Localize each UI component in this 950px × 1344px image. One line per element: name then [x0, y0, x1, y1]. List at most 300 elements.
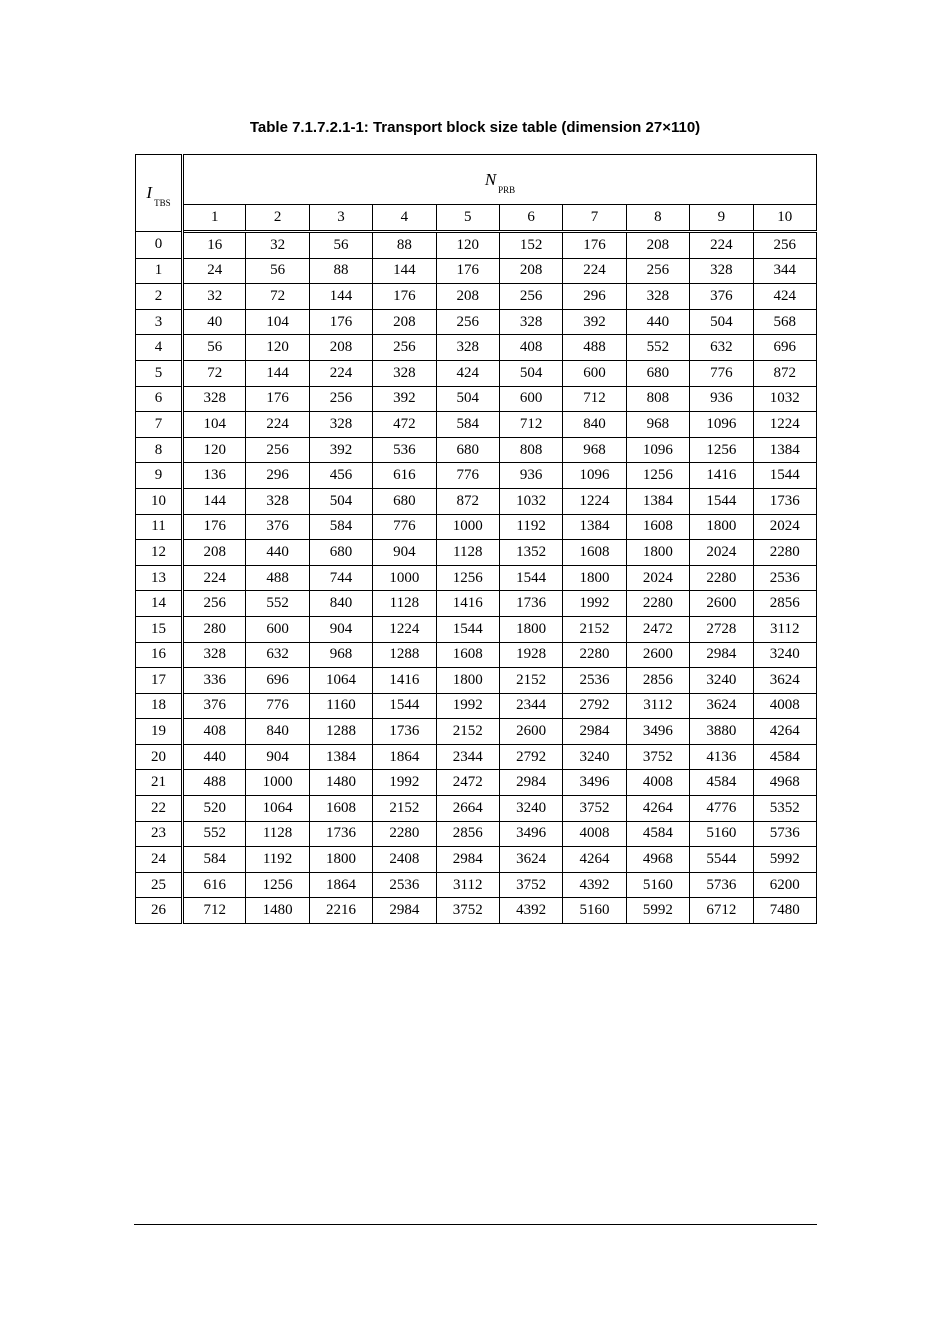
tbs-value-cell: 1736	[499, 591, 562, 617]
tbs-value-cell: 4776	[690, 796, 753, 822]
tbs-value-cell: 1736	[373, 719, 436, 745]
tbs-value-cell: 88	[373, 232, 436, 259]
tbs-value-cell: 40	[183, 309, 246, 335]
itbs-index-cell: 13	[136, 565, 183, 591]
tbs-value-cell: 3752	[499, 872, 562, 898]
itbs-index-cell: 16	[136, 642, 183, 668]
tbs-value-cell: 680	[436, 437, 499, 463]
tbs-value-cell: 584	[436, 412, 499, 438]
tbs-value-cell: 2280	[373, 821, 436, 847]
tbs-value-cell: 1416	[373, 668, 436, 694]
tbs-value-cell: 5160	[626, 872, 689, 898]
itbs-index-cell: 26	[136, 898, 183, 924]
tbs-value-cell: 552	[246, 591, 309, 617]
tbs-value-cell: 1224	[563, 488, 626, 514]
tbs-value-cell: 4008	[563, 821, 626, 847]
tbs-value-cell: 5992	[626, 898, 689, 924]
tbs-value-cell: 520	[183, 796, 246, 822]
column-header: 4	[373, 205, 436, 232]
nprb-symbol: N	[484, 169, 497, 189]
tbs-value-cell: 1480	[246, 898, 309, 924]
tbs-value-cell: 208	[499, 258, 562, 284]
tbs-value-cell: 680	[626, 360, 689, 386]
table-row	[136, 232, 817, 259]
tbs-value-cell: 1608	[626, 514, 689, 540]
tbs-value-cell: 176	[436, 258, 499, 284]
column-header: 9	[690, 205, 753, 232]
table-body	[136, 232, 817, 924]
tbs-value-cell: 152	[499, 232, 562, 259]
tbs-value-cell: 808	[626, 386, 689, 412]
column-header: 8	[626, 205, 689, 232]
tbs-value-cell: 1992	[436, 693, 499, 719]
table-row	[136, 719, 817, 745]
tbs-value-cell: 176	[183, 514, 246, 540]
tbs-value-cell: 488	[246, 565, 309, 591]
tbs-value-cell: 2280	[753, 540, 816, 566]
tbs-value-cell: 712	[499, 412, 562, 438]
tbs-value-cell: 4008	[626, 770, 689, 796]
tbs-value-cell: 256	[246, 437, 309, 463]
tbs-value-cell: 2792	[499, 744, 562, 770]
tbs-value-cell: 2152	[436, 719, 499, 745]
tbs-value-cell: 2600	[626, 642, 689, 668]
tbs-value-cell: 2024	[626, 565, 689, 591]
tbs-value-cell: 208	[309, 335, 372, 361]
tbs-value-cell: 2856	[753, 591, 816, 617]
table-row	[136, 437, 817, 463]
tbs-value-cell: 2984	[373, 898, 436, 924]
tbs-value-cell: 2984	[436, 847, 499, 873]
tbs-value-cell: 2472	[626, 616, 689, 642]
tbs-value-cell: 5736	[753, 821, 816, 847]
tbs-value-cell: 88	[309, 258, 372, 284]
tbs-value-cell: 208	[373, 309, 436, 335]
tbs-value-cell: 376	[246, 514, 309, 540]
tbs-value-cell: 1128	[246, 821, 309, 847]
table-row	[136, 744, 817, 770]
tbs-value-cell: 1608	[563, 540, 626, 566]
tbs-value-cell: 56	[309, 232, 372, 259]
column-header: 6	[499, 205, 562, 232]
itbs-index-cell: 2	[136, 284, 183, 310]
tbs-value-cell: 1224	[373, 616, 436, 642]
tbs-value-cell: 1256	[246, 872, 309, 898]
tbs-value-cell: 176	[246, 386, 309, 412]
tbs-value-cell: 1384	[309, 744, 372, 770]
tbs-value-cell: 1544	[499, 565, 562, 591]
table-caption: Table 7.1.7.2.1-1: Transport block size table (dimension 27×110)	[249, 119, 701, 136]
tbs-value-cell: 696	[246, 668, 309, 694]
tbs-value-cell: 4392	[499, 898, 562, 924]
itbs-index-cell: 9	[136, 463, 183, 489]
tbs-value-cell: 616	[373, 463, 436, 489]
tbs-value-cell: 328	[690, 258, 753, 284]
table-row	[136, 335, 817, 361]
tbs-value-cell: 256	[626, 258, 689, 284]
tbs-value-cell: 2280	[626, 591, 689, 617]
tbs-value-cell: 176	[373, 284, 436, 310]
tbs-value-cell: 1800	[626, 540, 689, 566]
tbs-value-cell: 2024	[690, 540, 753, 566]
tbs-value-cell: 256	[499, 284, 562, 310]
itbs-index-cell: 17	[136, 668, 183, 694]
tbs-value-cell: 408	[499, 335, 562, 361]
itbs-index-cell: 20	[136, 744, 183, 770]
itbs-header	[136, 155, 183, 232]
table-row	[136, 616, 817, 642]
tbs-value-cell: 1864	[309, 872, 372, 898]
tbs-value-cell: 1032	[499, 488, 562, 514]
tbs-value-cell: 968	[309, 642, 372, 668]
tbs-value-cell: 488	[563, 335, 626, 361]
table-row	[136, 309, 817, 335]
tbs-value-cell: 1736	[753, 488, 816, 514]
column-header: 7	[563, 205, 626, 232]
tbs-value-cell: 504	[499, 360, 562, 386]
table-row	[136, 514, 817, 540]
tbs-value-cell: 3240	[690, 668, 753, 694]
column-header: 10	[753, 205, 816, 232]
tbs-value-cell: 5160	[690, 821, 753, 847]
tbs-value-cell: 1480	[309, 770, 372, 796]
table-row	[136, 463, 817, 489]
tbs-value-cell: 5736	[690, 872, 753, 898]
tbs-value-cell: 3496	[626, 719, 689, 745]
tbs-value-cell: 144	[309, 284, 372, 310]
tbs-value-cell: 3240	[753, 642, 816, 668]
tbs-value-cell: 1096	[626, 437, 689, 463]
tbs-value-cell: 328	[246, 488, 309, 514]
tbs-value-cell: 4264	[753, 719, 816, 745]
tbs-value-cell: 1544	[690, 488, 753, 514]
tbs-value-cell: 208	[183, 540, 246, 566]
tbs-value-cell: 4584	[753, 744, 816, 770]
tbs-value-cell: 2984	[690, 642, 753, 668]
tbs-value-cell: 904	[373, 540, 436, 566]
tbs-value-cell: 344	[753, 258, 816, 284]
tbs-value-cell: 1800	[499, 616, 562, 642]
tbs-value-cell: 1128	[436, 540, 499, 566]
tbs-value-cell: 6200	[753, 872, 816, 898]
tbs-value-cell: 2280	[690, 565, 753, 591]
tbs-value-cell: 2344	[436, 744, 499, 770]
tbs-value-cell: 256	[753, 232, 816, 259]
table-row	[136, 488, 817, 514]
tbs-value-cell: 328	[499, 309, 562, 335]
tbs-value-cell: 872	[753, 360, 816, 386]
tbs-value-cell: 376	[690, 284, 753, 310]
tbs-value-cell: 776	[373, 514, 436, 540]
tbs-value-cell: 2024	[753, 514, 816, 540]
table-row	[136, 872, 817, 898]
tbs-value-cell: 2152	[499, 668, 562, 694]
tbs-value-cell: 1256	[690, 437, 753, 463]
tbs-value-cell: 2216	[309, 898, 372, 924]
tbs-value-cell: 1000	[373, 565, 436, 591]
tbs-value-cell: 176	[563, 232, 626, 259]
tbs-value-cell: 4584	[690, 770, 753, 796]
tbs-value-cell: 1032	[753, 386, 816, 412]
tbs-value-cell: 256	[436, 309, 499, 335]
tbs-value-cell: 3752	[436, 898, 499, 924]
tbs-value-cell: 776	[246, 693, 309, 719]
tbs-value-cell: 4584	[626, 821, 689, 847]
tbs-value-cell: 3880	[690, 719, 753, 745]
tbs-value-cell: 872	[436, 488, 499, 514]
itbs-index-cell: 18	[136, 693, 183, 719]
table-row	[136, 565, 817, 591]
tbs-value-cell: 32	[183, 284, 246, 310]
tbs-value-cell: 224	[183, 565, 246, 591]
tbs-value-cell: 696	[753, 335, 816, 361]
tbs-value-cell: 408	[183, 719, 246, 745]
tbs-value-cell: 4968	[753, 770, 816, 796]
tbs-value-cell: 2856	[626, 668, 689, 694]
tbs-value-cell: 840	[563, 412, 626, 438]
table-row	[136, 591, 817, 617]
tbs-value-cell: 296	[246, 463, 309, 489]
tbs-value-cell: 936	[499, 463, 562, 489]
tbs-value-cell: 440	[183, 744, 246, 770]
table-row	[136, 386, 817, 412]
tbs-value-cell: 936	[690, 386, 753, 412]
tbs-value-cell: 712	[183, 898, 246, 924]
tbs-value-cell: 2536	[373, 872, 436, 898]
tbs-value-cell: 1608	[436, 642, 499, 668]
tbs-value-cell: 7480	[753, 898, 816, 924]
tbs-value-cell: 6712	[690, 898, 753, 924]
tbs-value-cell: 2280	[563, 642, 626, 668]
tbs-value-cell: 1800	[436, 668, 499, 694]
tbs-value-cell: 1544	[373, 693, 436, 719]
tbs-value-cell: 224	[563, 258, 626, 284]
tbs-value-cell: 424	[753, 284, 816, 310]
table-row	[136, 770, 817, 796]
tbs-value-cell: 328	[309, 412, 372, 438]
tbs-value-cell: 600	[499, 386, 562, 412]
tbs-value-cell: 1800	[309, 847, 372, 873]
tbs-value-cell: 3240	[563, 744, 626, 770]
tbs-value-cell: 32	[246, 232, 309, 259]
tbs-value-cell: 120	[436, 232, 499, 259]
itbs-index-cell: 8	[136, 437, 183, 463]
tbs-value-cell: 600	[563, 360, 626, 386]
tbs-value-cell: 3752	[626, 744, 689, 770]
tbs-value-cell: 1800	[563, 565, 626, 591]
tbs-value-cell: 584	[183, 847, 246, 873]
tbs-value-cell: 1416	[436, 591, 499, 617]
itbs-index-cell: 14	[136, 591, 183, 617]
tbs-value-cell: 776	[690, 360, 753, 386]
table-row	[136, 847, 817, 873]
tbs-value-cell: 424	[436, 360, 499, 386]
tbs-value-cell: 328	[436, 335, 499, 361]
table-row	[136, 898, 817, 924]
itbs-index-cell: 19	[136, 719, 183, 745]
column-header: 5	[436, 205, 499, 232]
tbs-value-cell: 456	[309, 463, 372, 489]
tbs-value-cell: 4968	[626, 847, 689, 873]
itbs-index-cell: 7	[136, 412, 183, 438]
itbs-index-cell: 11	[136, 514, 183, 540]
tbs-value-cell: 144	[246, 360, 309, 386]
tbs-value-cell: 1544	[436, 616, 499, 642]
tbs-value-cell: 296	[563, 284, 626, 310]
tbs-value-cell: 968	[626, 412, 689, 438]
tbs-value-cell: 4008	[753, 693, 816, 719]
tbs-value-cell: 776	[436, 463, 499, 489]
tbs-value-cell: 840	[309, 591, 372, 617]
itbs-index-cell: 21	[136, 770, 183, 796]
footer-divider	[134, 1224, 817, 1225]
tbs-value-cell: 2984	[499, 770, 562, 796]
tbs-value-cell: 72	[183, 360, 246, 386]
tbs-value-cell: 3496	[563, 770, 626, 796]
tbs-value-cell: 16	[183, 232, 246, 259]
nprb-header	[183, 155, 817, 205]
tbs-value-cell: 1224	[753, 412, 816, 438]
tbs-value-cell: 904	[309, 616, 372, 642]
itbs-index-cell: 25	[136, 872, 183, 898]
tbs-value-cell: 3496	[499, 821, 562, 847]
tbs-value-cell: 3624	[753, 668, 816, 694]
tbs-value-cell: 392	[563, 309, 626, 335]
tbs-value-cell: 392	[309, 437, 372, 463]
tbs-value-cell: 208	[436, 284, 499, 310]
itbs-index-cell: 1	[136, 258, 183, 284]
itbs-index-cell: 0	[136, 232, 183, 259]
tbs-value-cell: 1384	[626, 488, 689, 514]
tbs-value-cell: 120	[183, 437, 246, 463]
itbs-index-cell: 5	[136, 360, 183, 386]
tbs-value-cell: 256	[309, 386, 372, 412]
tbs-value-cell: 2600	[499, 719, 562, 745]
tbs-value-cell: 2152	[563, 616, 626, 642]
table-row	[136, 796, 817, 822]
tbs-value-cell: 336	[183, 668, 246, 694]
tbs-value-cell: 504	[690, 309, 753, 335]
itbs-index-cell: 15	[136, 616, 183, 642]
tbs-value-cell: 1992	[373, 770, 436, 796]
tbs-value-cell: 552	[183, 821, 246, 847]
tbs-value-cell: 56	[183, 335, 246, 361]
itbs-index-cell: 6	[136, 386, 183, 412]
tbs-value-cell: 840	[246, 719, 309, 745]
tbs-value-cell: 136	[183, 463, 246, 489]
tbs-value-cell: 616	[183, 872, 246, 898]
tbs-value-cell: 1800	[690, 514, 753, 540]
tbs-value-cell: 2536	[753, 565, 816, 591]
tbs-value-cell: 1000	[246, 770, 309, 796]
tbs-value-cell: 328	[183, 386, 246, 412]
tbs-value-cell: 2792	[563, 693, 626, 719]
table-row	[136, 668, 817, 694]
tbs-value-cell: 224	[246, 412, 309, 438]
tbs-value-cell: 2536	[563, 668, 626, 694]
tbs-value-cell: 24	[183, 258, 246, 284]
tbs-value-cell: 4264	[626, 796, 689, 822]
itbs-index-cell: 23	[136, 821, 183, 847]
tbs-value-cell: 376	[183, 693, 246, 719]
tbs-value-cell: 1384	[563, 514, 626, 540]
table-row	[136, 642, 817, 668]
table-row	[136, 258, 817, 284]
tbs-value-cell: 280	[183, 616, 246, 642]
tbs-value-cell: 904	[246, 744, 309, 770]
tbs-value-cell: 56	[246, 258, 309, 284]
tbs-value-cell: 472	[373, 412, 436, 438]
column-header: 2	[246, 205, 309, 232]
tbs-value-cell: 1192	[246, 847, 309, 873]
tbs-value-cell: 1544	[753, 463, 816, 489]
tbs-value-cell: 3752	[563, 796, 626, 822]
tbs-value-cell: 5160	[563, 898, 626, 924]
tbs-value-cell: 488	[183, 770, 246, 796]
itbs-index-cell: 3	[136, 309, 183, 335]
tbs-value-cell: 568	[753, 309, 816, 335]
tbs-value-cell: 1416	[690, 463, 753, 489]
tbs-value-cell: 440	[626, 309, 689, 335]
tbs-value-cell: 504	[309, 488, 372, 514]
column-header: 1	[183, 205, 246, 232]
tbs-value-cell: 1384	[753, 437, 816, 463]
tbs-value-cell: 504	[436, 386, 499, 412]
tbs-value-cell: 1064	[309, 668, 372, 694]
itbs-index-cell: 22	[136, 796, 183, 822]
tbs-value-cell: 536	[373, 437, 436, 463]
tbs-value-cell: 584	[309, 514, 372, 540]
tbs-value-cell: 2600	[690, 591, 753, 617]
tbs-value-cell: 104	[246, 309, 309, 335]
tbs-value-cell: 552	[626, 335, 689, 361]
tbs-value-cell: 176	[309, 309, 372, 335]
tbs-value-cell: 224	[309, 360, 372, 386]
tbs-value-cell: 1128	[373, 591, 436, 617]
tbs-value-cell: 3240	[499, 796, 562, 822]
tbs-value-cell: 1928	[499, 642, 562, 668]
table-row	[136, 360, 817, 386]
tbs-value-cell: 328	[373, 360, 436, 386]
tbs-value-cell: 2664	[436, 796, 499, 822]
tbs-value-cell: 3112	[436, 872, 499, 898]
tbs-value-cell: 3112	[753, 616, 816, 642]
tbs-value-cell: 104	[183, 412, 246, 438]
tbs-value-cell: 328	[183, 642, 246, 668]
tbs-value-cell: 1288	[373, 642, 436, 668]
itbs-index-cell: 4	[136, 335, 183, 361]
tbs-value-cell: 1256	[626, 463, 689, 489]
tbs-value-cell: 680	[309, 540, 372, 566]
tbs-value-cell: 1160	[309, 693, 372, 719]
tbs-value-cell: 144	[183, 488, 246, 514]
itbs-index-cell: 12	[136, 540, 183, 566]
tbs-value-cell: 1864	[373, 744, 436, 770]
itbs-symbol: I	[146, 183, 153, 202]
itbs-index-cell: 10	[136, 488, 183, 514]
table-row	[136, 284, 817, 310]
tbs-value-cell: 440	[246, 540, 309, 566]
tbs-value-cell: 5992	[753, 847, 816, 873]
nprb-subscript: PRB	[498, 184, 516, 195]
tbs-value-cell: 968	[563, 437, 626, 463]
table-row	[136, 412, 817, 438]
tbs-value-cell: 808	[499, 437, 562, 463]
tbs-value-cell: 208	[626, 232, 689, 259]
tbs-value-cell: 1192	[499, 514, 562, 540]
tbs-value-cell: 1608	[309, 796, 372, 822]
tbs-value-cell: 256	[373, 335, 436, 361]
